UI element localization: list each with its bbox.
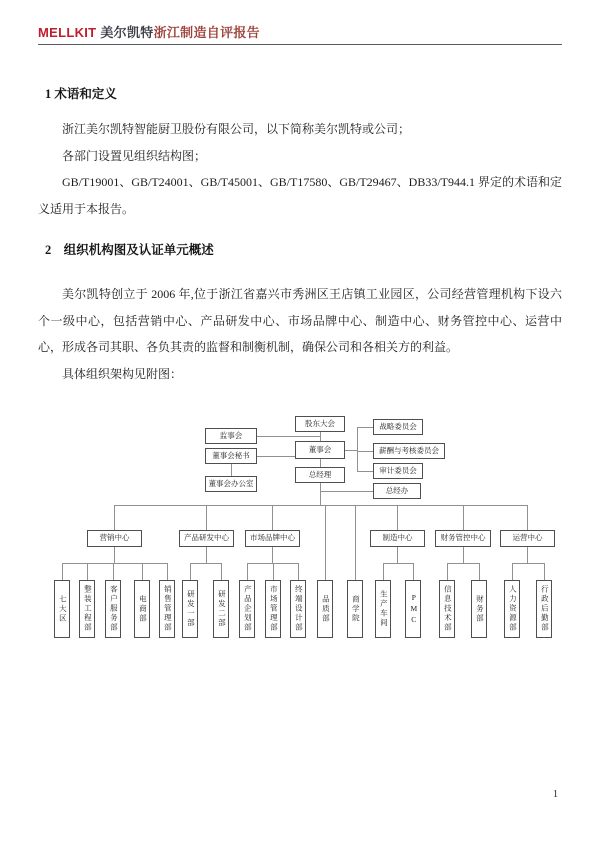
org-node-finance-control-center: 财务管控中心 — [435, 530, 491, 547]
connector-line — [320, 432, 321, 441]
org-node-rnd-dept-2: 研发二部 — [213, 580, 229, 638]
page-number: 1 — [553, 789, 558, 800]
connector-line — [447, 563, 479, 564]
org-node-terminal-design-dept: 终端设计部 — [290, 580, 306, 638]
connector-line — [257, 436, 320, 437]
connector-line — [167, 563, 168, 580]
connector-line — [413, 563, 414, 580]
header-rule — [38, 44, 562, 45]
org-node-board-of-directors: 董事会 — [295, 441, 345, 459]
org-node-hr-dept: 人力资源部 — [504, 580, 520, 638]
connector-line — [190, 563, 221, 564]
org-node-finance-dept: 财务部 — [471, 580, 487, 638]
org-node-rnd-center: 产品研发中心 — [179, 530, 234, 547]
connector-line — [527, 505, 528, 530]
connector-line — [113, 563, 114, 580]
org-node-admin-logistics-dept: 行政后勤部 — [536, 580, 552, 638]
connector-line — [320, 483, 321, 505]
connector-line — [320, 491, 373, 492]
section-1-body — [38, 116, 562, 222]
org-node-board-secretary: 董事会秘书 — [205, 448, 257, 464]
org-node-brand-center: 市场品牌中心 — [245, 530, 300, 547]
section-2-body — [38, 281, 562, 387]
connector-line — [325, 505, 326, 580]
org-node-customer-service-dept: 客户服务部 — [105, 580, 121, 638]
connector-line — [397, 505, 398, 530]
org-node-marketing-center: 营销中心 — [87, 530, 142, 547]
connector-line — [447, 563, 448, 580]
org-node-seven-regions: 七大区 — [54, 580, 70, 638]
connector-line — [357, 427, 373, 428]
connector-line — [62, 563, 63, 580]
connector-line — [247, 563, 248, 580]
connector-line — [272, 505, 273, 530]
section-2-heading: 2 组织机构图及认证单元概述 — [45, 243, 214, 257]
connector-line — [512, 563, 544, 564]
connector-line — [355, 505, 356, 580]
org-node-product-planning-dept: 产品企划部 — [239, 580, 255, 638]
org-node-business-school: 商学院 — [347, 580, 363, 638]
connector-line — [357, 471, 373, 472]
connector-line — [206, 547, 207, 563]
connector-line — [357, 427, 358, 471]
connector-line — [257, 456, 295, 457]
brand-logo-text: MELLKIT — [38, 25, 97, 40]
org-chart — [0, 408, 600, 688]
section-1-heading: 1 术语和定义 — [45, 87, 117, 101]
org-node-board-office: 董事会办公室 — [205, 476, 257, 492]
org-node-audit-committee: 审计委员会 — [373, 463, 423, 479]
connector-line — [463, 505, 464, 530]
paragraph-departments-note: 各部门设置见组织结构图； — [62, 148, 207, 163]
org-node-rnd-dept-1: 研发一部 — [182, 580, 198, 638]
connector-line — [383, 563, 384, 580]
paragraph-company-overview: 美尔凯特创立于 2006 年,位于浙江省嘉兴市秀洲区王店镇工业园区，公司经营管理机构下设六个一级中心，包括营销中心、产品研发中心、市场品牌中心、制造中心、财务管控中心、运营中心，形成各司其职、各负其责的监督和制衡机制，确保公司和各相关方的利益。 — [38, 287, 562, 354]
connector-line — [298, 563, 299, 580]
connector-line — [190, 563, 191, 580]
connector-line — [320, 459, 321, 467]
org-node-ecommerce-dept: 电商部 — [134, 580, 150, 638]
connector-line — [206, 505, 207, 530]
org-node-supervisory-board: 监事会 — [205, 428, 257, 444]
org-node-market-management-dept: 市场管理部 — [265, 580, 281, 638]
connector-line — [273, 563, 274, 580]
paragraph-chart-note: 具体组织架构见附图： — [62, 366, 183, 381]
connector-line — [142, 563, 143, 580]
org-node-remuneration-appraisal-committee: 薪酬与考核委员会 — [373, 443, 445, 459]
connector-line — [62, 563, 167, 564]
org-node-gm-office: 总经办 — [373, 483, 421, 499]
org-node-production-workshop: 生产车间 — [375, 580, 391, 638]
header-title-text: 浙江制造自评报告 — [153, 25, 260, 40]
connector-line — [383, 563, 413, 564]
page-header — [38, 22, 562, 41]
connector-line — [231, 464, 232, 476]
org-node-it-dept: 信息技术部 — [439, 580, 455, 638]
org-node-manufacturing-center: 制造中心 — [370, 530, 425, 547]
paragraph-standards-list: GB/T19001、GB/T24001、GB/T45001、GB/T17580、GB/T29467、DB33/T944.1 界定的术语和定义适用于本报告。 — [38, 175, 563, 216]
connector-line — [397, 547, 398, 563]
connector-line — [512, 563, 513, 580]
connector-line — [87, 563, 88, 580]
connector-line — [114, 505, 115, 530]
org-node-shareholders-meeting: 股东大会 — [295, 416, 345, 432]
connector-line — [272, 547, 273, 563]
connector-line — [345, 450, 357, 451]
connector-line — [527, 547, 528, 563]
org-node-operations-center: 运营中心 — [500, 530, 555, 547]
brand-cjk-text: 美尔凯特 — [100, 25, 154, 40]
connector-line — [544, 563, 545, 580]
connector-line — [463, 547, 464, 563]
org-node-strategy-committee: 战略委员会 — [373, 419, 423, 435]
org-node-sales-management-dept: 销售管理部 — [159, 580, 175, 638]
org-node-general-manager: 总经理 — [295, 467, 345, 483]
connector-line — [114, 547, 115, 563]
connector-line — [357, 451, 373, 452]
paragraph-company-definition: 浙江美尔凯特智能厨卫股份有限公司，以下简称美尔凯特或公司； — [62, 122, 411, 136]
org-node-pmc: PMC — [405, 580, 421, 638]
connector-line — [221, 563, 222, 580]
org-node-whole-installation-engineering-dept: 整装工程部 — [79, 580, 95, 638]
connector-line — [114, 505, 527, 506]
org-node-quality-dept: 品质部 — [317, 580, 333, 638]
connector-line — [479, 563, 480, 580]
